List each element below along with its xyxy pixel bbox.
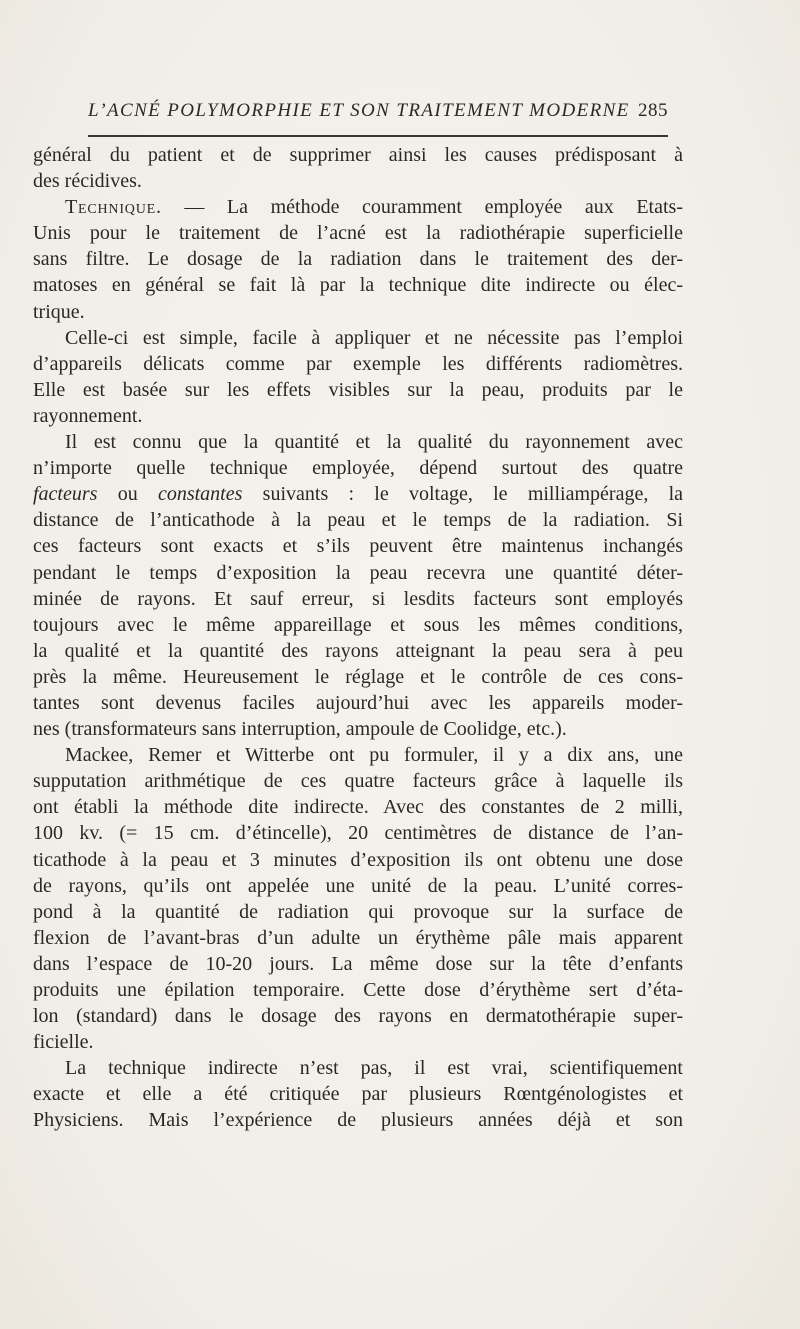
paragraph-2 [33, 194, 683, 324]
text-line: exacte et elle a été critiquée par plusieurs Rœntgénologistes et [33, 1083, 683, 1106]
text-line: la qualité et la quantité des rayons atteignant la peau sera à peu [33, 639, 683, 662]
text-line: pendant le temps d’exposition la peau recevra une quantité déter- [33, 561, 683, 584]
italic-term: constantes [157, 483, 243, 506]
text-line: matoses en général se fait là par la technique dite indirecte ou élec- [33, 274, 683, 297]
text-line: Celle-ci est simple, facile à appliquer et ne nécessite pas l’emploi [65, 326, 683, 349]
text-fragment: — La méthode couramment employée aux Etats- [161, 196, 683, 219]
paragraph-6 [33, 1055, 683, 1133]
text-line: Unis pour le traitement de l’acné est la radiothérapie superficielle [33, 222, 683, 245]
text-line: d’appareils délicats comme par exemple les différents radiomètres. [33, 352, 683, 375]
running-title: L’ACNÉ POLYMORPHIE ET SON TRAITEMENT MODERNE [88, 100, 630, 121]
text-line: près la même. Heureusement le réglage et le contrôle de ces cons- [33, 665, 683, 688]
paragraph-1 [33, 142, 683, 194]
text-line: général du patient et de supprimer ainsi les causes prédisposant à [33, 144, 683, 166]
paragraph-4 [33, 429, 683, 742]
paragraph-3 [33, 325, 683, 429]
text-line: Il est connu que la quantité et la qualité du rayonnement avec [65, 431, 683, 454]
text-line: produits une épilation temporaire. Cette dose d’érythème sert d’éta- [33, 979, 683, 1001]
italic-term: facteurs [33, 483, 98, 506]
text-line: tantes sont devenus faciles aujourd’hui avec les appareils moder- [33, 691, 683, 714]
text-line: supputation arithmétique de ces quatre facteurs grâce à laquelle ils [33, 770, 683, 793]
text-line: trique. [33, 300, 85, 323]
text-line: Mackee, Remer et Witterbe ont pu formuler, il y a dix ans, une [65, 744, 683, 767]
text-line-with-lead [33, 194, 683, 220]
text-line: La technique indirecte n’est pas, il est vrai, scientifiquement [65, 1057, 683, 1080]
body-text [33, 142, 683, 1134]
text-line: minée de rayons. Et sauf erreur, si lesdits facteurs sont employés [33, 587, 683, 610]
page-number: 285 [638, 100, 668, 121]
text-line: des récidives. [33, 170, 142, 193]
section-lead: Technique. [65, 196, 162, 219]
text-line: sans filtre. Le dosage de la radiation dans le traitement des der- [33, 248, 683, 271]
text-line: n’importe quelle technique employée, dépend surtout des quatre [33, 457, 683, 480]
running-head [88, 100, 668, 134]
text-line: ces facteurs sont exacts et s’ils peuvent être maintenus inchangés [33, 535, 683, 558]
text-line-with-italics [33, 481, 683, 507]
text-line: ticathode à la peau et 3 minutes d’exposition ils ont obtenu une dose [33, 848, 683, 871]
text-line: nes (transformateurs sans interruption, ampoule de Coolidge, etc.). [33, 718, 567, 741]
text-line: ont établi la méthode dite indirecte. Avec des constantes de 2 milli, [33, 796, 683, 819]
text-line: distance de l’anticathode à la peau et le temps de la radiation. Si [33, 509, 683, 532]
text-line: Physiciens. Mais l’expérience de plusieurs années déjà et son [33, 1109, 683, 1132]
text-line: dans l’espace de 10-20 jours. La même dose sur la tête d’enfants [33, 952, 683, 975]
text-fragment: suivants : le voltage, le milliampérage, la [262, 483, 684, 506]
text-line: Elle est basée sur les effets visibles sur la peau, produits par le [33, 378, 683, 401]
header-rule [88, 135, 668, 137]
text-line: ficielle. [33, 1031, 94, 1054]
paragraph-5 [33, 742, 683, 1055]
text-line: 100 kv. (= 15 cm. d’étincelle), 20 centimètres de distance de l’an- [33, 822, 683, 845]
text-line: toujours avec le même appareillage et sous les mêmes conditions, [33, 613, 683, 636]
text-line: lon (standard) dans le dosage des rayons en dermatothérapie super- [33, 1005, 683, 1028]
text-fragment: ou [97, 483, 158, 506]
text-line: flexion de l’avant-bras d’un adulte un érythème pâle mais apparent [33, 926, 683, 949]
text-line: de rayons, qu’ils ont appelée une unité de la peau. L’unité corres- [33, 874, 683, 897]
text-line: pond à la quantité de radiation qui provoque sur la surface de [33, 900, 683, 923]
text-line: rayonnement. [33, 404, 143, 427]
